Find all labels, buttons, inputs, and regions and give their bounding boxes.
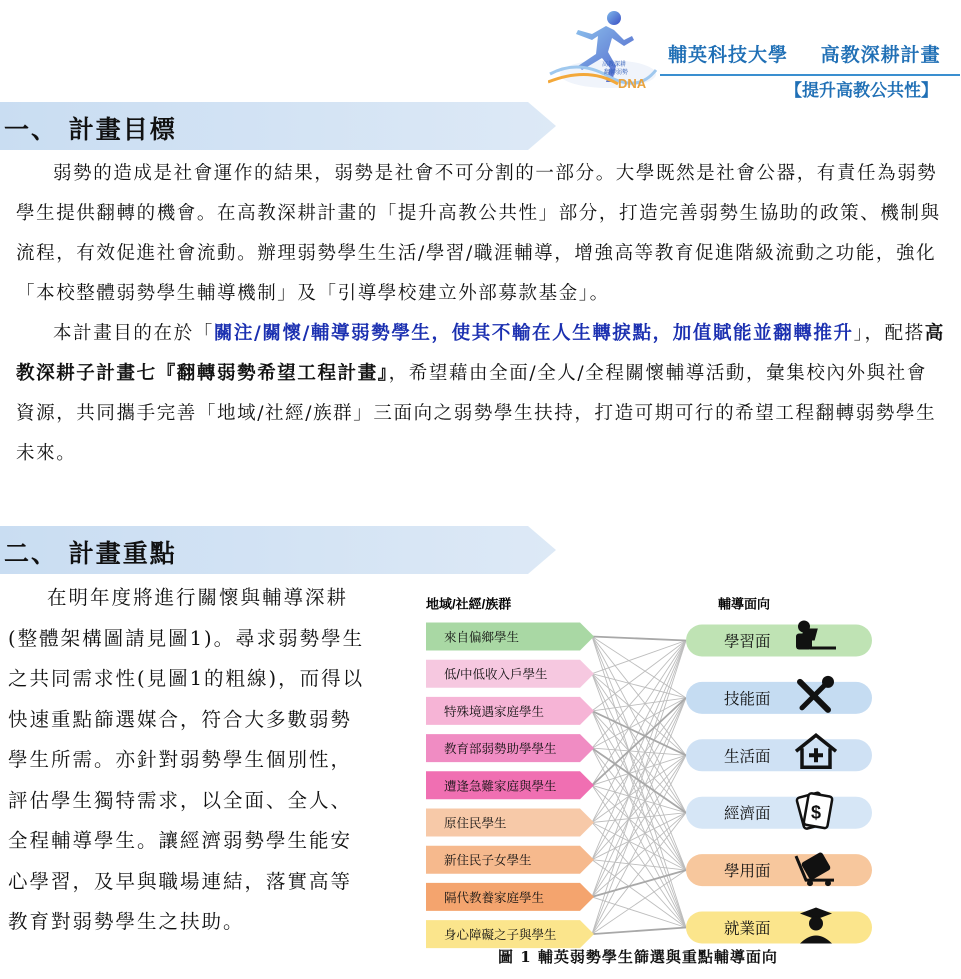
section1-title: 一、 計畫目標 (4, 115, 177, 144)
header-title (668, 40, 941, 67)
highlight-subplan: 高教深耕子計畫七『翻轉弱勢希望工程計畫』 (16, 323, 945, 384)
section1-body (16, 154, 946, 474)
aspect-pill (686, 797, 872, 829)
group-label: 教育部弱勢助學學生 (444, 742, 557, 757)
common-need-line (592, 637, 686, 641)
aspect-pill (686, 854, 872, 886)
group-label: 來自偏鄉學生 (444, 630, 520, 645)
connection-line (592, 785, 686, 927)
group-label: 特殊境遇家庭學生 (444, 704, 545, 719)
svg-text:輔英科技大學: 輔英科技大學 (622, 10, 658, 16)
highlight-goal: 關注/關懷/輔導弱勢學生，使其不輸在人生轉捩點，加值賦能並翻轉推升 (213, 323, 854, 344)
aspect-label: 生活面 (724, 748, 771, 766)
group-label: 隔代教養家庭學生 (444, 890, 545, 905)
section1-paragraph2: 本計畫目的在於「關注/關懷/輔導弱勢學生，使其不輸在人生轉捩點，加值賦能並翻轉推升」，配搭高教深耕子計畫七『翻轉弱勢希望工程計畫』，希望藉由全面/全人/全程關懷輔導活動，彙集校內外與社會資源，共同攜手完善「地域/社經/族群」三面向之弱勢學生扶持，打造可期可行的希望工程翻轉弱勢學生未來。 (16, 323, 945, 464)
header-subtitle: 【提升高教公共性】 (785, 81, 938, 100)
aspect-pill (686, 682, 872, 714)
group-label: 低/中低收入戶學生 (444, 667, 548, 682)
project-name: 高教深耕計畫 (820, 45, 941, 66)
common-need-line (592, 928, 686, 935)
connection-line (592, 860, 686, 870)
aspect-label: 學用面 (724, 863, 771, 881)
svg-text:DNA: DNA (618, 76, 647, 91)
section1-paragraph1: 弱勢的造成是社會運作的結果，弱勢是社會不可分割的一部分。大學既然是社會公器，有責任為弱勢學生提供翻轉的機會。在高教深耕計畫的「提升高教公共性」部分，打造完善弱勢生協助的政策、機制與流程，有效促進社會流動。辦理弱勢學生生活/學習/職涯輔導，增強高等教育促進階級流動之功能，強化「本校整體弱勢學生輔導機制」及「引導學校建立外部募款基金」。 (16, 163, 941, 304)
section2-title: 二、 計畫重點 (4, 539, 177, 568)
section2-heading (0, 526, 560, 574)
svg-text:高教深耕: 高教深耕 (602, 62, 627, 68)
group-label: 原住民學生 (444, 816, 507, 831)
aspect-pill (686, 912, 872, 944)
right-header: 輔導面向 (718, 596, 771, 612)
aspect-label: 經濟面 (724, 805, 771, 823)
connection-line (592, 641, 686, 711)
framework-diagram (420, 578, 880, 973)
figure-caption: 圖 1 輔英弱勢學生篩選與重點輔導面向 (498, 948, 778, 966)
connection-line (592, 870, 686, 934)
connection-line (592, 755, 686, 822)
svg-text:翻轉弱勢: 翻轉弱勢 (604, 70, 629, 76)
group-label: 新住民子女學生 (444, 853, 532, 868)
school-name: 輔英科技大學 (668, 45, 789, 66)
aspect-label: 學習面 (724, 633, 771, 651)
connection-line (592, 813, 686, 823)
section1-heading (0, 102, 560, 150)
group-label: 身心障礙之子與學生 (444, 928, 557, 943)
svg-text:$: $ (811, 802, 822, 823)
aspect-label: 技能面 (724, 690, 771, 708)
connection-line (592, 748, 686, 870)
university-logo (548, 4, 658, 92)
group-label: 遭逢急難家庭與學生 (444, 779, 557, 794)
section2-paragraph: 在明年度將進行關懷與輔導深耕(整體架構圖請見圖1)。尋求弱勢學生之共同需求性(見圖1的粗線)，而得以快速重點篩選媒合，符合大多數弱勢學生所需。亦針對弱勢學生個別性，評估學生獨特需求，以全面、全人、全程輔導學生。讓經濟弱勢學生能安心學習，及早與職場連結，落實高等教育對弱勢學生之扶助。 (8, 586, 365, 933)
aspect-pill (686, 625, 872, 657)
left-header: 地域/社經/族群 (426, 596, 512, 612)
aspect-label: 就業面 (724, 920, 771, 938)
connection-line (592, 637, 686, 756)
aspect-pill (686, 739, 872, 771)
section2-body (8, 578, 368, 943)
